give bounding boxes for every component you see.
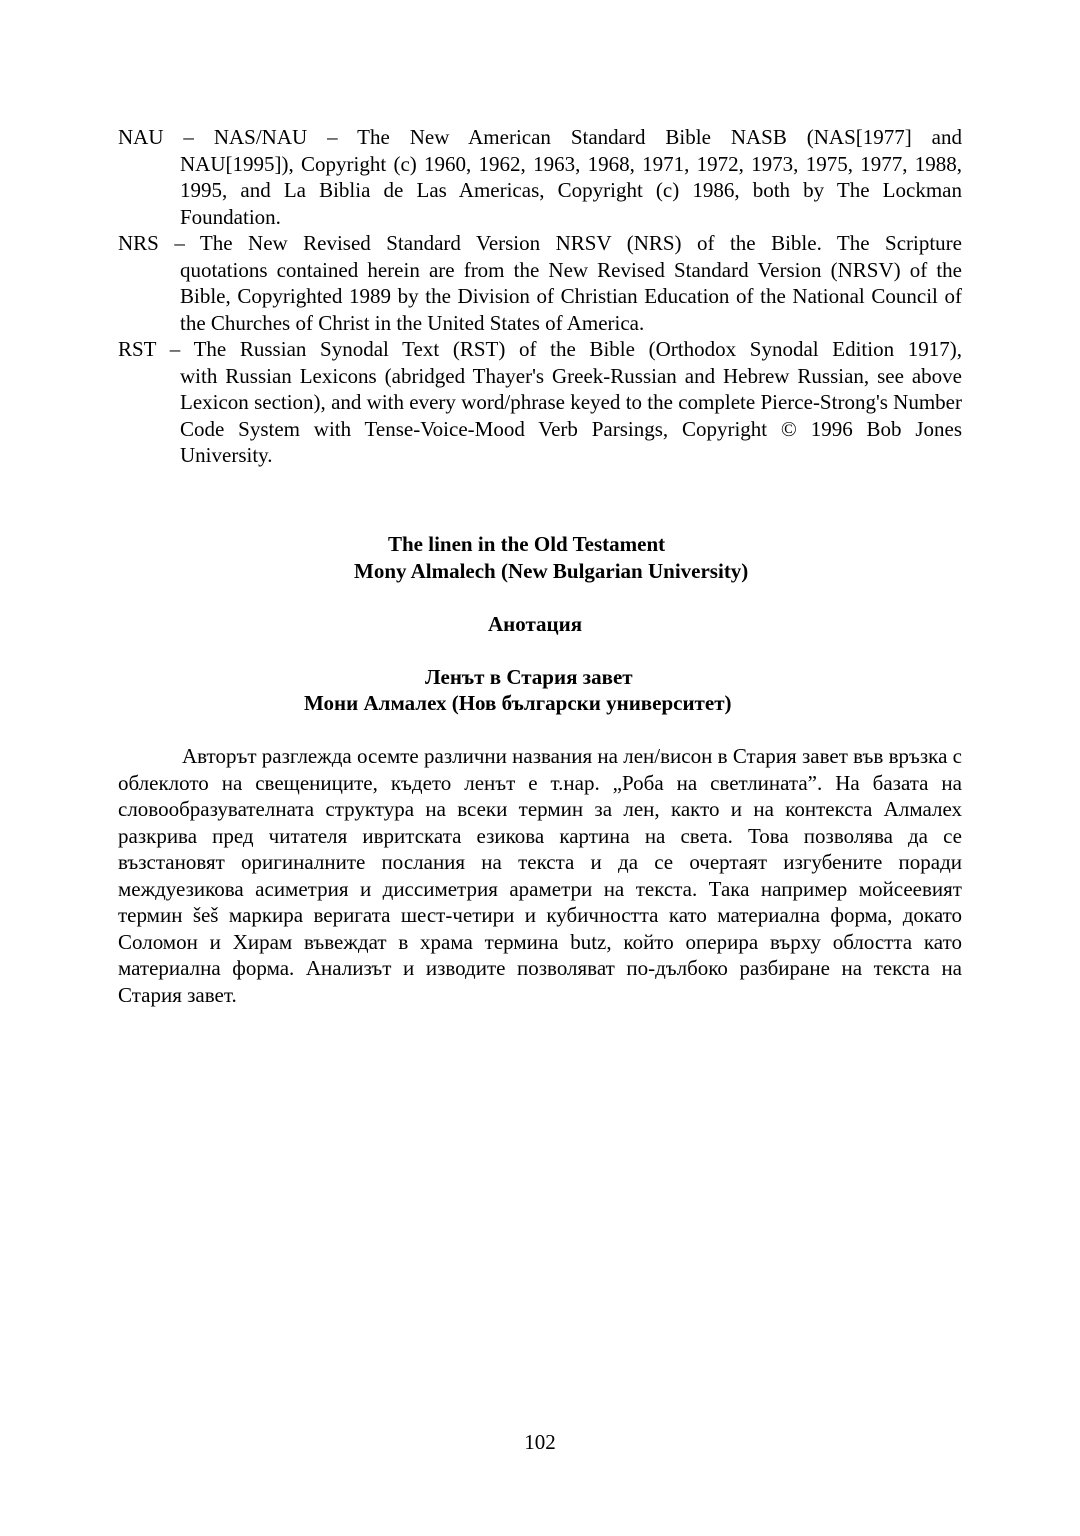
- reference-entry: [118, 230, 962, 336]
- reference-text: with Russian Lexicons (abridged Thayer's Greek-Russian and Hebrew Russian, see above Lexicon section), and with every word/phrase keyed to the complete Pierce-Strong's Number Code System with Tense-Voice-Mood Verb Parsings, Copyright © 1996 Bob Jones University.: [180, 363, 962, 467]
- abstract-paragraph: Авторът разглежда осемте различни названия на лен/висон в Стария завет във връзка с облеклото на свещениците, където ленът е т.нар. „Роба на светлината”. На базата на словообразувателната структура на всеки термин за лен, както и на контекста Алмалех разкрива пред читателя ивритската езикова картина на света. Това позволява да се възстановят оригиналните послания на текста и да се очертаят изгубените поради междуезикова асиметрия и диссиметрия араметри на текста. Така например мойсеевият термин šeš маркира веригата шест-четири и кубичността като материална форма, докато Соломон и Хирам въвеждат в храма термина butz, който оперира върху облостта като материална форма. Анализът и изводите позволяват по-дълбоко разбиране на текста на Стария завет.: [118, 744, 962, 1007]
- reference-abbreviation: NRS: [118, 231, 159, 255]
- page-number: 102: [524, 1430, 556, 1454]
- reference-abbreviation: NAU: [118, 125, 164, 149]
- reference-first-line: – NAS/NAU – The New American Standard Bible NASB (NAS[1977] and: [183, 125, 962, 149]
- article-title-english: The linen in the Old Testament: [388, 532, 666, 556]
- reference-text: quotations contained herein are from the New Revised Standard Version (NRSV) of the Bible, Copyrighted 1989 by the Division of Christian Education of the National Council of the Churches of Christ in the United States of America.: [180, 257, 962, 335]
- reference-abbreviation: RST: [118, 337, 157, 361]
- reference-first-line: – The New Revised Standard Version NRSV (NRS) of the Bible. The Scripture: [174, 231, 963, 255]
- reference-entry: [118, 124, 962, 230]
- reference-entry: [118, 336, 962, 469]
- bible-version-references: [118, 124, 962, 469]
- article-author-bulgarian: Мони Алмалех (Нов български университет): [304, 691, 732, 715]
- reference-first-line: – The Russian Synodal Text (RST) of the Bible (Orthodox Synodal Edition 1917),: [169, 337, 962, 361]
- article-title-bulgarian: Ленът в Стария завет: [425, 665, 633, 689]
- reference-text: NAU[1995]), Copyright (c) 1960, 1962, 1963, 1968, 1971, 1972, 1973, 1975, 1977, 1988, 1995, and La Biblia de Las Americas, Copyright (c) 1986, both by The Lockman Foundation.: [180, 151, 962, 229]
- article-author-english: Mony Almalech (New Bulgarian University): [354, 559, 749, 583]
- annotation-heading: Анотация: [488, 612, 583, 636]
